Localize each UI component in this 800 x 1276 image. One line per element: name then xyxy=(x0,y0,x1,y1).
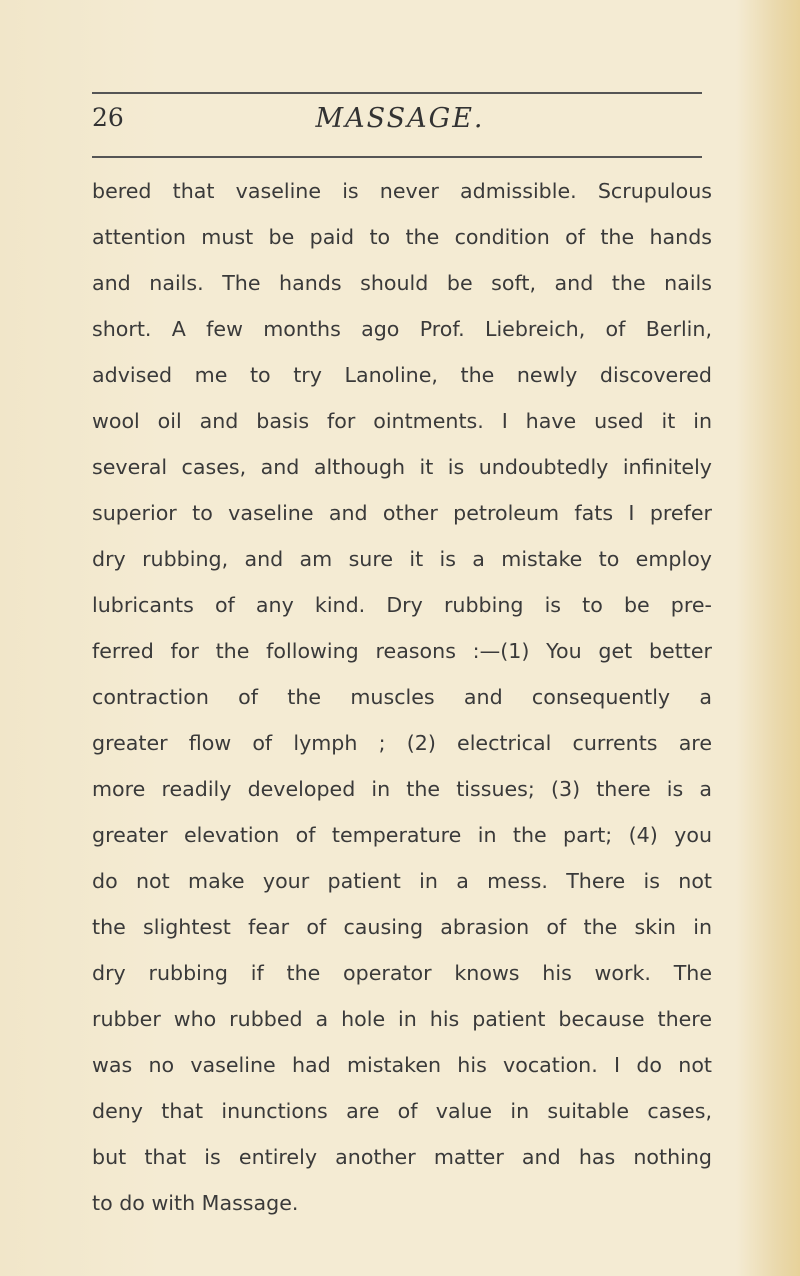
text-line: lubricants of any kind. Dry rubbing is to be pre- xyxy=(92,593,712,617)
text-line: attention must be paid to the condition of the hands xyxy=(92,225,712,249)
header-rule-bottom xyxy=(92,156,702,158)
text-line: but that is entirely another matter and has nothing xyxy=(92,1145,712,1169)
running-title: MASSAGE. xyxy=(315,103,485,134)
text-line: to do with Massage. xyxy=(92,1191,299,1215)
text-line: dry rubbing if the operator knows his work. The xyxy=(92,961,712,985)
body-text xyxy=(92,168,712,1226)
text-line: was no vaseline had mistaken his vocation. I do not xyxy=(92,1053,712,1077)
text-line: dry rubbing, and am sure it is a mistake to employ xyxy=(92,547,712,571)
text-line: contraction of the muscles and consequently a xyxy=(92,685,712,709)
text-line: rubber who rubbed a hole in his patient because there xyxy=(92,1007,712,1031)
text-line: greater elevation of temperature in the part; (4) you xyxy=(92,823,712,847)
text-line: more readily developed in the tissues; (3) there is a xyxy=(92,777,712,801)
text-line: superior to vaseline and other petroleum fats I prefer xyxy=(92,501,712,525)
text-line: ferred for the following reasons :—(1) You get better xyxy=(92,639,712,663)
text-line: short. A few months ago Prof. Liebreich, of Berlin, xyxy=(92,317,712,341)
text-line: greater flow of lymph ; (2) electrical currents are xyxy=(92,731,712,755)
text-line: the slightest fear of causing abrasion of the skin in xyxy=(92,915,712,939)
page-number: 26 xyxy=(92,103,124,132)
text-line: advised me to try Lanoline, the newly discovered xyxy=(92,363,712,387)
text-line: deny that inunctions are of value in suitable cases, xyxy=(92,1099,712,1123)
header-rule-top xyxy=(92,92,702,94)
text-line: do not make your patient in a mess. There is not xyxy=(92,869,712,893)
text-line: wool oil and basis for ointments. I have used it in xyxy=(92,409,712,433)
text-line: several cases, and although it is undoubtedly infinitely xyxy=(92,455,712,479)
text-line: bered that vaseline is never admissible. Scrupulous xyxy=(92,179,712,203)
text-line: and nails. The hands should be soft, and the nails xyxy=(92,271,712,295)
